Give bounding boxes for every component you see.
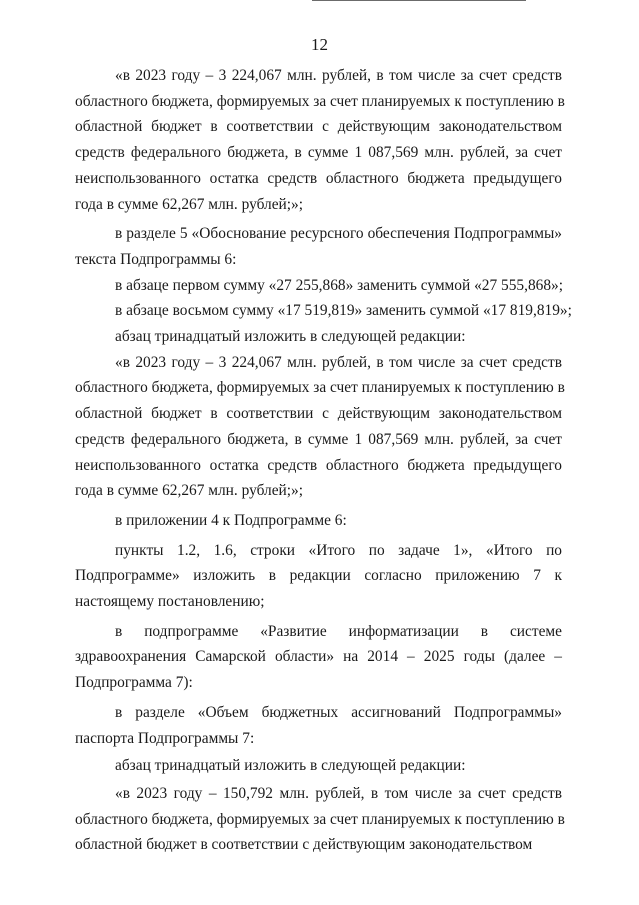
paragraph-p5 (75, 324, 562, 350)
paragraph-p11 (75, 753, 562, 779)
paragraph-p6 (75, 350, 565, 504)
paragraph-line: пункты 1.2, 1.6, строки «Итого по задаче 1», «Итого по (115, 541, 562, 559)
paragraph-line: года в сумме 62,267 млн. рублей;»; (75, 195, 304, 213)
paragraph-p3 (75, 273, 562, 299)
paragraph-line: областной бюджет в соответствии с действующим законодательством (75, 118, 562, 136)
paragraph-line: областного бюджета, формируемых за счет планируемых к поступлению в (75, 810, 565, 828)
paragraph-line: Подпрограмме» изложить в редакции согласно приложению 7 к (75, 567, 562, 585)
paragraph-line: абзац тринадцатый изложить в следующей редакции: (115, 757, 466, 775)
page-number: 12 (311, 35, 328, 54)
paragraph-p12 (75, 781, 565, 858)
paragraph-line: «в 2023 году – 150,792 млн. рублей, в том числе за счет средств (115, 784, 562, 802)
paragraph-p2 (75, 221, 562, 272)
document-body (75, 63, 572, 858)
paragraph-line: текста Подпрограммы 6: (75, 250, 237, 268)
paragraph-p8 (75, 538, 562, 615)
paragraph-line: здравоохранения Самарской области» на 2014 – 2025 годы (далее – (75, 648, 562, 666)
paragraph-line: паспорта Подпрограммы 7: (75, 729, 255, 747)
paragraph-line: настоящему постановлению; (75, 593, 265, 611)
paragraph-p7 (75, 508, 562, 534)
paragraph-line: областного бюджета, формируемых за счет планируемых к поступлению в (75, 92, 565, 110)
paragraph-p4 (75, 298, 572, 324)
paragraph-line: «в 2023 году – 3 224,067 млн. рублей, в том числе за счет средств (115, 67, 562, 84)
paragraph-line: в разделе «Объем бюджетных ассигнований Подпрограммы» (115, 703, 562, 721)
paragraph-line: неиспользованного остатка средств областного бюджета предыдущего (75, 456, 562, 474)
paragraph-line: средств федерального бюджета, в сумме 1 087,569 млн. рублей, за счет (75, 144, 562, 162)
paragraph-line: областной бюджет в соответствии с действующим законодательством (75, 405, 562, 423)
top-rule (312, 0, 526, 1)
paragraph-line: областной бюджет в соответствии с действующим законодательством (75, 836, 533, 854)
paragraph-p10 (75, 700, 562, 751)
paragraph-line: «в 2023 году – 3 224,067 млн. рублей, в том числе за счет средств (115, 353, 562, 371)
paragraph-line: средств федерального бюджета, в сумме 1 087,569 млн. рублей, за счет (75, 430, 562, 448)
paragraph-p1 (75, 63, 565, 217)
paragraph-line: областного бюджета, формируемых за счет планируемых к поступлению в (75, 379, 565, 397)
paragraph-line: абзац тринадцатый изложить в следующей редакции: (115, 328, 466, 346)
paragraph-line: неиспользованного остатка средств областного бюджета предыдущего (75, 169, 562, 187)
paragraph-line: года в сумме 62,267 млн. рублей;»; (75, 482, 304, 500)
paragraph-line: в абзаце первом сумму «27 255,868» заменить суммой «27 555,868»; (115, 276, 564, 294)
paragraph-line: в приложении 4 к Подпрограмме 6: (115, 511, 347, 529)
paragraph-line: в абзаце восьмом сумму «17 519,819» заменить суммой «17 819,819»; (115, 302, 572, 320)
paragraph-line: в подпрограмме «Развитие информатизации в системе (115, 622, 562, 640)
paragraph-line: в разделе 5 «Обоснование ресурсного обеспечения Подпрограммы» (115, 225, 562, 243)
paragraph-p9 (75, 619, 562, 696)
paragraph-line: Подпрограмма 7): (75, 674, 193, 692)
